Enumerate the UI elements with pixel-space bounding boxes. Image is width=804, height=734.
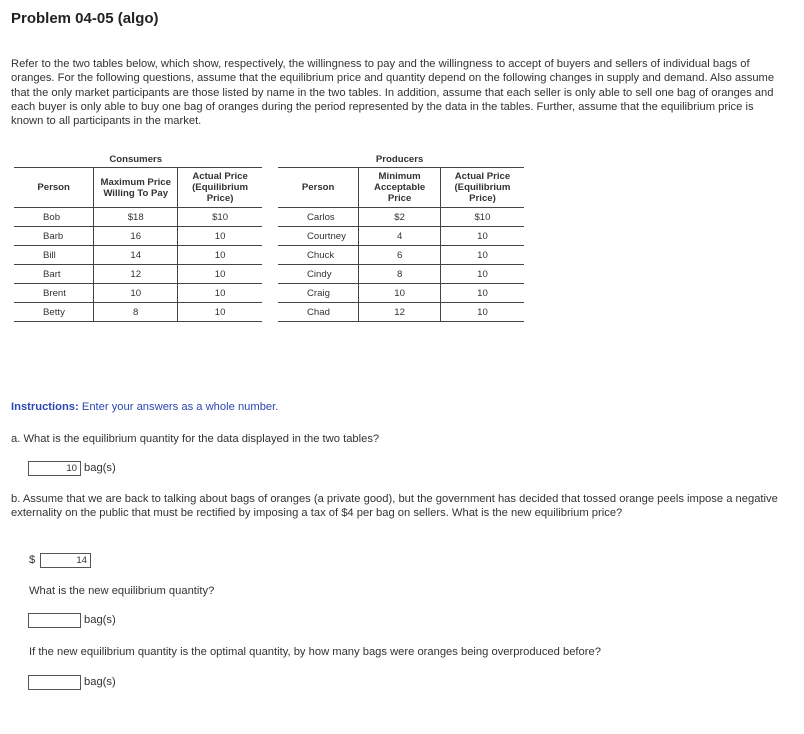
question-b2-text: What is the new equilibrium quantity?: [29, 585, 215, 597]
table-row: [278, 303, 524, 322]
producer-actual-price: $10: [440, 208, 524, 227]
table-row: [14, 227, 262, 246]
producer-actual-price: 10: [440, 303, 524, 322]
consumer-actual-price: 10: [178, 227, 262, 246]
producers-header-actual-price: Actual Price (Equilibrium Price): [440, 168, 524, 208]
question-b-text: b. Assume that we are back to talking about bags of oranges (a private good), but the government has decided that tossed orange peels impose a negative externality on the public that must be rectified by imposing a tax of $4 per bag on sellers. What is the new equilibrium price?: [11, 493, 778, 520]
consumer-name: Barb: [14, 227, 94, 246]
producer-name: Courtney: [278, 227, 359, 246]
consumers-header-actual-price: Actual Price (Equilibrium Price): [178, 168, 262, 208]
table-row: [14, 284, 262, 303]
producer-actual-price: 10: [440, 246, 524, 265]
producer-min-price: 4: [359, 227, 441, 246]
question-b3-text: If the new equilibrium quantity is the optimal quantity, by how many bags were oranges being overproduced before?: [29, 646, 601, 658]
producer-min-price: 10: [359, 284, 441, 303]
table-row: [278, 208, 524, 227]
consumer-actual-price: 10: [178, 303, 262, 322]
table-row: [278, 246, 524, 265]
table-row: [278, 227, 524, 246]
producers-caption: Producers: [375, 153, 424, 165]
consumer-name: Brent: [14, 284, 94, 303]
consumer-max-price: 16: [94, 227, 178, 246]
consumer-actual-price: 10: [178, 284, 262, 303]
producer-min-price: 8: [359, 265, 441, 284]
producer-min-price: 6: [359, 246, 441, 265]
producers-table: [278, 151, 524, 322]
producer-actual-price: 10: [440, 284, 524, 303]
table-row: [14, 246, 262, 265]
table-row: [14, 265, 262, 284]
table-row: [14, 303, 262, 322]
consumer-actual-price: 10: [178, 246, 262, 265]
consumer-actual-price: $10: [178, 208, 262, 227]
consumer-name: Bob: [14, 208, 94, 227]
producer-name: Chuck: [278, 246, 359, 265]
problem-intro: Refer to the two tables below, which show, respectively, the willingness to pay and the willingness to accept of buyers and sellers of individual bags of oranges. For the following questions, assume that the equilibrium price and quantity depend on the following changes in supply and demand. Also assume that the only market participants are those listed by name in the two tables. In addition, assume that each seller is only able to sell one bag of oranges and each buyer is only able to buy one bag of oranges during the period represented by the data in the tables. Further, assume that the equilibrium price is known to all participants in the market.: [11, 58, 775, 128]
producer-actual-price: 10: [440, 227, 524, 246]
instructions-label: Instructions:: [11, 401, 79, 413]
table-row: [14, 208, 262, 227]
consumer-name: Bill: [14, 246, 94, 265]
producer-name: Cindy: [278, 265, 359, 284]
question-b3-overproduction-input[interactable]: [28, 675, 81, 690]
instructions-text: Enter your answers as a whole number.: [81, 401, 279, 413]
producer-name: Chad: [278, 303, 359, 322]
table-row: [278, 265, 524, 284]
question-b-currency: $: [29, 554, 36, 566]
question-b3-unit: bag(s): [84, 676, 116, 688]
producer-name: Craig: [278, 284, 359, 303]
consumer-max-price: 10: [94, 284, 178, 303]
consumers-header-person: Person: [14, 168, 94, 208]
consumer-max-price: 12: [94, 265, 178, 284]
consumer-name: Betty: [14, 303, 94, 322]
instructions: [11, 401, 278, 413]
producer-actual-price: 10: [440, 265, 524, 284]
producer-min-price: 12: [359, 303, 441, 322]
consumer-name: Bart: [14, 265, 94, 284]
consumers-caption: Consumers: [109, 153, 163, 165]
question-b2-unit: bag(s): [84, 614, 116, 626]
consumers-table: [14, 151, 262, 322]
consumers-header-max-price: Maximum Price Willing To Pay: [94, 168, 178, 208]
consumer-actual-price: 10: [178, 265, 262, 284]
question-a-unit: bag(s): [84, 462, 116, 474]
table-row: [278, 284, 524, 303]
producer-min-price: $2: [359, 208, 441, 227]
consumer-max-price: 14: [94, 246, 178, 265]
problem-title: Problem 04-05 (algo): [11, 10, 159, 27]
consumer-max-price: $18: [94, 208, 178, 227]
consumer-max-price: 8: [94, 303, 178, 322]
question-a-answer-input[interactable]: 10: [28, 461, 81, 476]
producer-name: Carlos: [278, 208, 359, 227]
producers-header-person: Person: [278, 168, 359, 208]
question-b2-quantity-input[interactable]: [28, 613, 81, 628]
question-b-price-input[interactable]: 14: [40, 553, 91, 568]
producers-header-min-price: Minimum Acceptable Price: [359, 168, 441, 208]
question-a-text: a. What is the equilibrium quantity for the data displayed in the two tables?: [11, 433, 380, 445]
